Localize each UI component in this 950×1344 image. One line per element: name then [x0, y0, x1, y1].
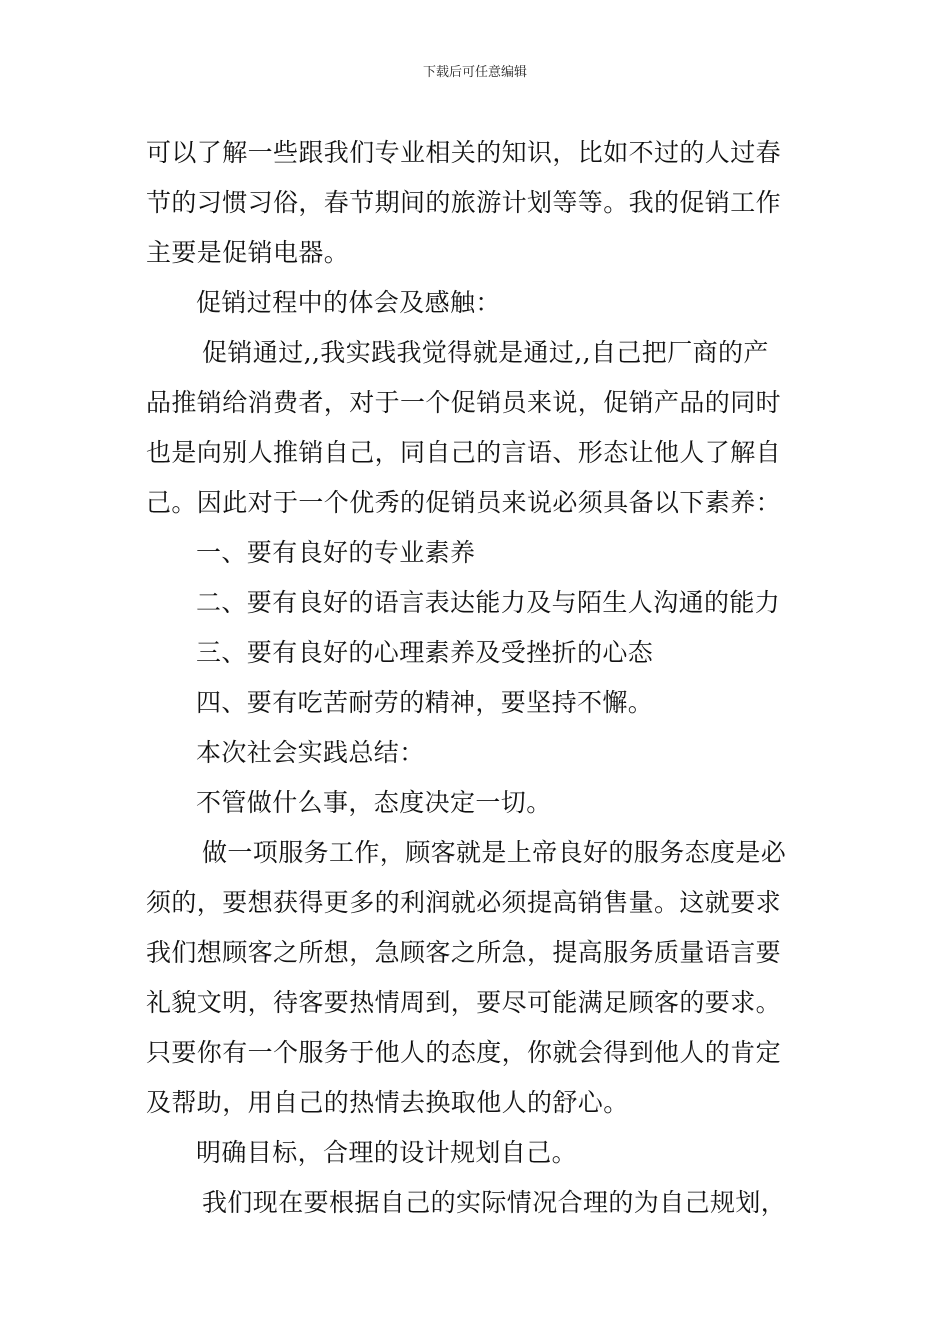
text-line: 品推销给消费者，对于一个促销员来说，促销产品的同时: [146, 388, 782, 417]
section-heading: 促销过程中的体会及感触：: [196, 288, 501, 317]
text-line: 促销通过,,我实践我觉得就是通过,,自己把厂商的产: [202, 338, 769, 367]
text-line: 也是向别人推销自己，同自己的言语、形态让他人了解自: [146, 438, 782, 467]
section-heading: 明确目标，合理的设计规划自己。: [196, 1138, 578, 1167]
page-header: 下载后可任意编辑: [422, 65, 527, 80]
list-item: 二、要有良好的语言表达能力及与陌生人沟通的能力: [196, 588, 781, 617]
text-line: 可以了解一些跟我们专业相关的知识，比如不过的人过春: [146, 138, 782, 167]
text-line: 不管做什么事，态度决定一切。: [196, 788, 552, 817]
text-line: 节的习惯习俗，春节期间的旅游计划等等。我的促销工作: [146, 188, 782, 217]
text-line: 须的，要想获得更多的利润就必须提高销售量。这就要求: [146, 888, 782, 917]
text-line: 礼貌文明，待客要热情周到，要尽可能满足顾客的要求。: [146, 988, 782, 1017]
list-item: 一、要有良好的专业素养: [196, 538, 476, 567]
text-line: 及帮助，用自己的热情去换取他人的舒心。: [146, 1088, 629, 1117]
text-line: 己。因此对于一个优秀的促销员来说必须具备以下素养：: [146, 488, 782, 517]
text-line: 我们想顾客之所想，急顾客之所急，提高服务质量语言要: [146, 938, 782, 967]
section-heading: 本次社会实践总结：: [196, 738, 425, 767]
text-line: 主要是促销电器。: [146, 238, 350, 267]
document-body: [146, 128, 806, 1228]
list-item: 三、要有良好的心理素养及受挫折的心态: [196, 638, 654, 667]
list-item: 四、要有吃苦耐劳的精神，要坚持不懈。: [196, 688, 654, 717]
text-line: 只要你有一个服务于他人的态度，你就会得到他人的肯定: [146, 1038, 782, 1067]
text-line: 我们现在要根据自己的实际情况合理的为自己规划，: [202, 1188, 787, 1217]
text-line: 做一项服务工作，顾客就是上帝良好的服务态度是必: [202, 838, 787, 867]
